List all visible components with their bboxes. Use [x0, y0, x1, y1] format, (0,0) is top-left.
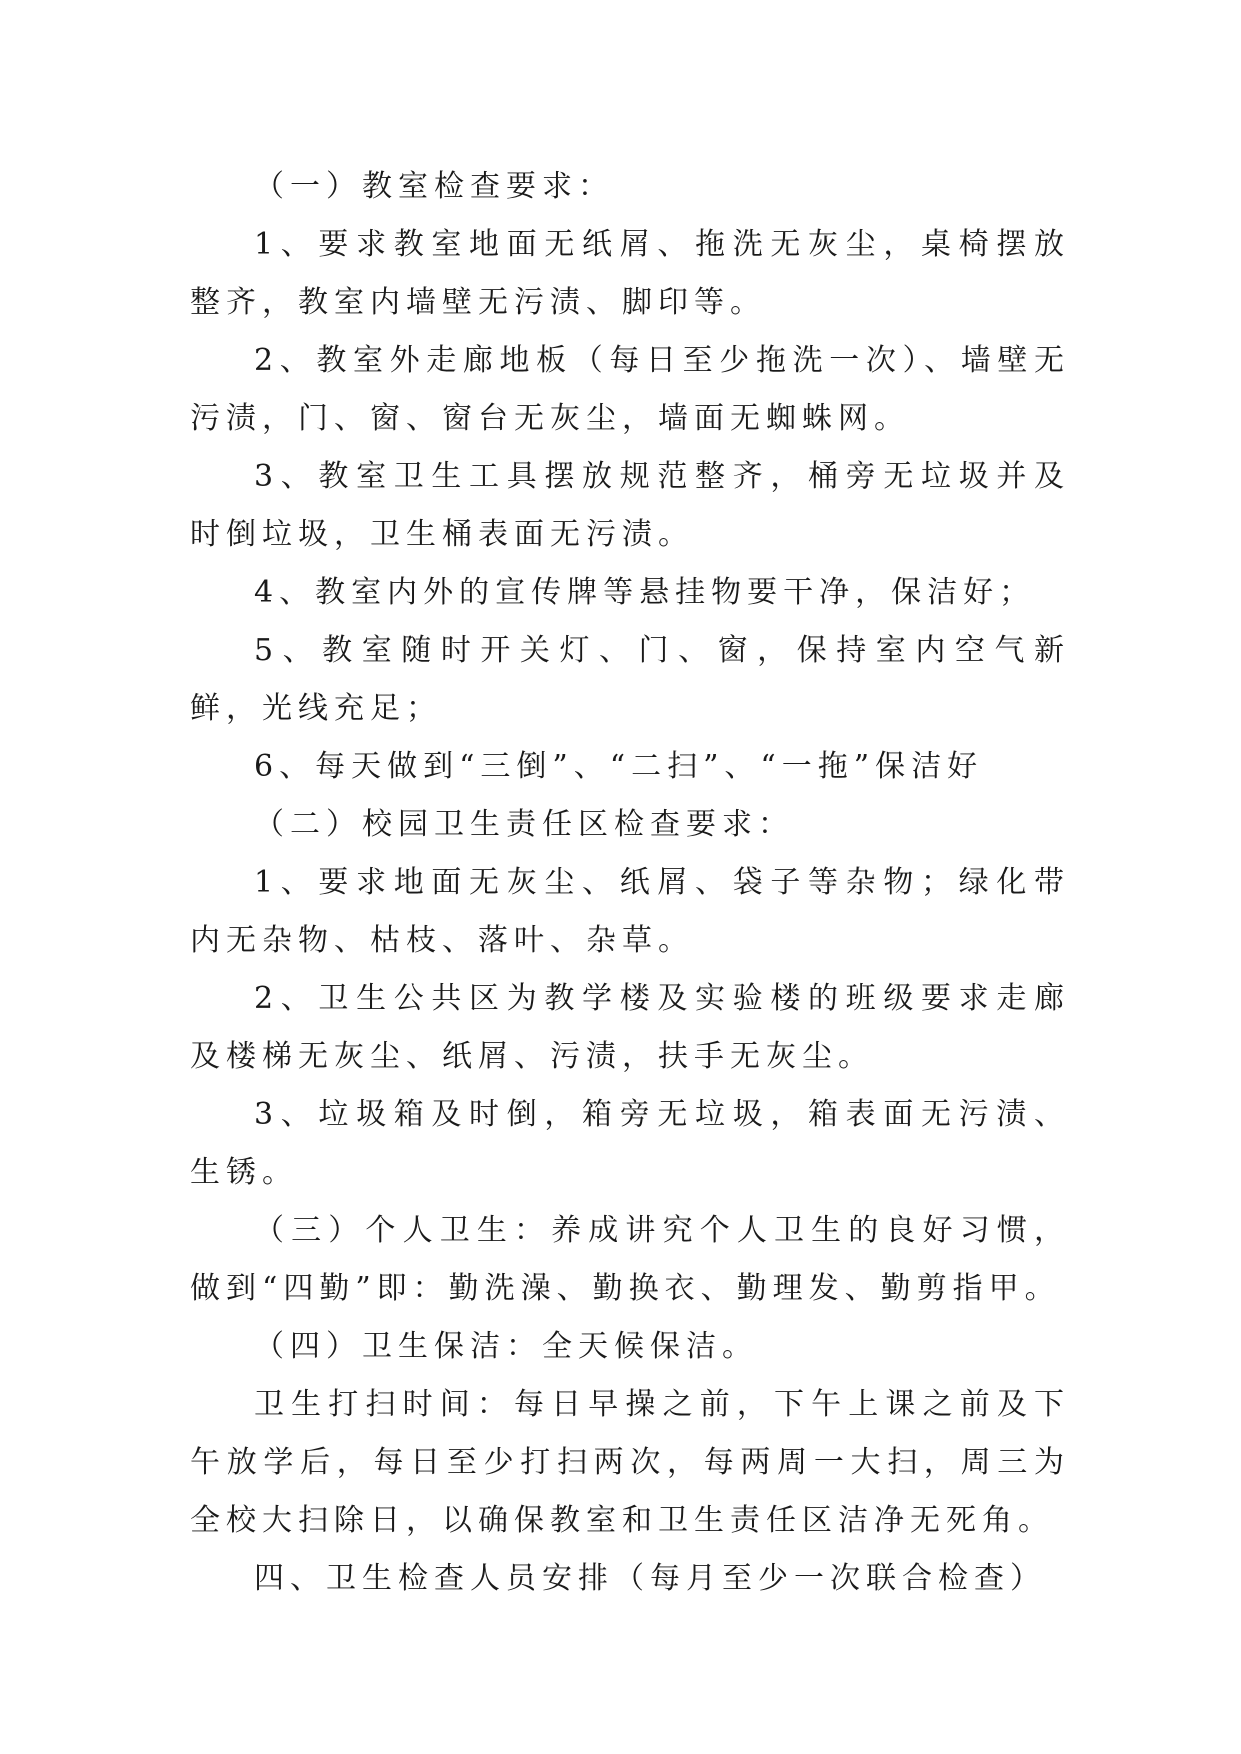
paragraph: 卫生打扫时间：每日早操之前，下午上课之前及下午放学后，每日至少打扫两次，每两周一大扫，周三为全校大扫除日，以确保教室和卫生责任区洁净无死角。 — [190, 1387, 1070, 1538]
document-body — [190, 158, 1070, 1608]
paragraph: 2、教室外走廊地板（每日至少拖洗一次）、墙壁无污渍，门、窗、窗台无灰尘，墙面无蜘蛛网。 — [190, 343, 1070, 436]
paragraph: 4、教室内外的宣传牌等悬挂物要干净，保洁好； — [254, 575, 1036, 610]
section-heading-personal: （三）个人卫生：养成讲究个人卫生的良好习惯，做到“四勤”即：勤洗澡、勤换衣、勤理发、勤剪指甲。 — [190, 1213, 1070, 1306]
paragraph: 3、垃圾箱及时倒，箱旁无垃圾，箱表面无污渍、生锈。 — [190, 1097, 1070, 1190]
paragraph: 3、教室卫生工具摆放规范整齐，桶旁无垃圾并及时倒垃圾，卫生桶表面无污渍。 — [190, 459, 1070, 552]
section-heading-cleaning: （四）卫生保洁：全天候保洁。 — [254, 1329, 758, 1364]
paragraph: 5、教室随时开关灯、门、窗，保持室内空气新鲜，光线充足； — [190, 633, 1070, 726]
section-heading-inspection: 四、卫生检查人员安排（每月至少一次联合检查） — [254, 1561, 1046, 1596]
paragraph: 2、卫生公共区为教学楼及实验楼的班级要求走廊及楼梯无灰尘、纸屑、污渍，扶手无灰尘。 — [190, 981, 1070, 1074]
paragraph: 6、每天做到“三倒”、“二扫”、“一拖”保洁好 — [254, 749, 984, 784]
paragraph: 1、要求地面无灰尘、纸屑、袋子等杂物；绿化带内无杂物、枯枝、落叶、杂草。 — [190, 865, 1070, 958]
paragraph: 1、要求教室地面无纸屑、拖洗无灰尘，桌椅摆放整齐，教室内墙壁无污渍、脚印等。 — [190, 227, 1070, 320]
section-heading-classroom: （一）教室检查要求： — [254, 169, 614, 204]
section-heading-campus: （二）校园卫生责任区检查要求： — [254, 807, 794, 842]
